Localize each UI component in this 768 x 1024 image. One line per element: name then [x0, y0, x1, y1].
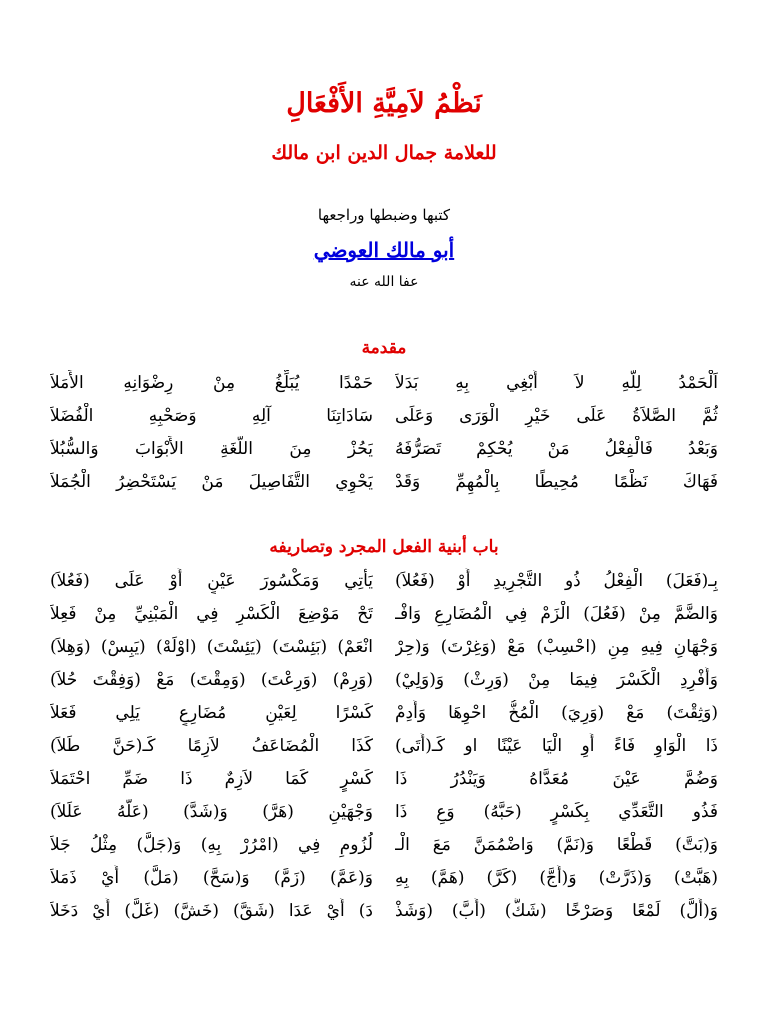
verse-row	[50, 700, 718, 726]
author-prayer: عفا الله عنه	[349, 274, 419, 290]
verse-first-hemistich: وَضُمَّ عَيْنَ مُعَدَّاهُ وَيَنْدُرُ ذَا	[395, 769, 718, 789]
verse-row	[50, 865, 718, 891]
intro-heading: مقدمة	[361, 338, 407, 358]
verse-second-hemistich: كَسْرًا لِعَيْنِ مُضَارِعٍ يَلِي فَعَلاَ	[50, 703, 373, 723]
author-link[interactable]: أبو مالك العوضي	[313, 238, 455, 262]
author-name	[0, 238, 768, 262]
verse-second-hemistich: يَحْوِي التَّفَاصِيلَ مَنْ يَسْتَحْضِرُ الْجُمَلاَ	[50, 472, 373, 492]
verse-second-hemistich: حَمْدًا يُبَلِّغُ مِنْ رِضْوَانِهِ الأَمَلاَ	[50, 373, 373, 393]
verse-row	[50, 568, 718, 594]
verse-row	[50, 469, 718, 495]
verse-second-hemistich: يَأْتِي وَمَكْسُورَ عَيْنٍ أَوْ عَلَى (فَعُلاَ)	[50, 571, 373, 591]
verse-second-hemistich: وَجْهَيْنِ (هَرَّ) وَ(شَدَّ) (عَلَّهُ عَلَلاَ)	[50, 802, 373, 822]
verse-row	[50, 667, 718, 693]
verse-first-hemistich: وَ(بَتَّ) قَطْعًا وَ(نَمَّ) وَاضْمُمَنَّ مَعَ الْـ	[395, 835, 718, 855]
verse-first-hemistich: وَالضَّمَّ مِنْ (فَعُلَ) الْزَمْ فِي الْمُضَارِعِ وَافْـ	[395, 604, 718, 624]
verse-second-hemistich: تَحْ مَوْضِعَ الْكَسْرِ فِي الْمَبْنِيِّ مِنْ فَعِلاَ	[50, 604, 373, 624]
verse-second-hemistich: سَادَاتِنَا آلِهِ وَصَحْبِهِ الْفُضَلاَ	[50, 406, 373, 426]
verse-second-hemistich: دَ) أَيْ عَدَا (شَقَّ) (خَشَّ) (غَلَّ) أَيْ دَخَلاَ	[50, 901, 373, 921]
verse-row	[50, 733, 718, 759]
verse-first-hemistich: وَ(أَلَّ) لَمْعًا وَصَرْخًا (شَكَّ) (أَبَّ) (وَشَذْ	[395, 901, 718, 921]
verse-second-hemistich: (وَرِمْ) (وَرِعْتَ) (وَمِقْتَ) مَعْ (وَفِقْتَ حُلاَ)	[50, 670, 373, 690]
verse-first-hemistich: وَجْهَانِ فِيهِ مِنِ (احْسِبْ) مَعْ (وَغِرْتَ) وَ(حِرْ	[395, 637, 718, 657]
verse-first-hemistich: وَأَفْرِدِ الْكَسْرَ فِيمَا مِنْ (وَرِثْ) وَ(وَلِيْ)	[395, 670, 718, 690]
verse-row	[50, 601, 718, 627]
verse-first-hemistich: بِـ(فَعَلَ) الْفِعْلُ ذُو التَّجْرِيدِ أَوْ (فَعُلاَ)	[395, 571, 718, 591]
verse-row	[50, 370, 718, 396]
verse-first-hemistich: ذَا الْوَاوِ فَاءً أَوِ الْيَا عَيْنًا او كَـ(أَتَى)	[395, 736, 718, 756]
chapter-heading: باب أبنية الفعل المجرد وتصاريفه	[269, 537, 499, 557]
verse-second-hemistich: لُزُومِ فِي (امْرُرْ بِهِ) وَ(جَلَّ) مِثْلُ جَلاَ	[50, 835, 373, 855]
verse-second-hemistich: يَحُزْ مِنَ اللُّغَةِ الأَبْوَابَ وَالسُّبُلاَ	[50, 439, 373, 459]
verse-first-hemistich: ثُمَّ الصَّلاَةُ عَلَى خَيْرِ الْوَرَى وَعَلَى	[395, 406, 718, 426]
verse-first-hemistich: فَذُو التَّعَدِّي بِكَسْرٍ (حَبَّهُ) وَعِ ذَا	[395, 802, 718, 822]
verse-second-hemistich: وَ(عَمَّ) (زَمَّ) وَ(سَحَّ) (مَلَّ) أَيْ ذَمَلاَ	[50, 868, 373, 888]
verse-first-hemistich: اَلْحَمْدُ لِلَّهِ لاَ أَبْغِي بِهِ بَدَلاَ	[395, 373, 718, 393]
verse-second-hemistich: كَذَا الْمُضَاعَفُ لاَزِمًا كَـ(حَنَّ طَلاَ)	[50, 736, 373, 756]
verse-row	[50, 799, 718, 825]
verse-row	[50, 898, 718, 924]
verse-first-hemistich: فَهَاكَ نَظْمًا مُحِيطًا بِالْمُهِمِّ وَقَدْ	[395, 472, 718, 492]
verse-row	[50, 436, 718, 462]
poem-subtitle: للعلامة جمال الدين ابن مالك	[271, 142, 497, 164]
verse-second-hemistich: انْعَمْ) (بَئِسْتَ) (يَئِسْتَ) (اوْلَهْ) (يَبِسْ) (وَهِلاَ)	[50, 637, 373, 657]
verse-first-hemistich: وَبَعْدُ فَالْفِعْلُ مَنْ يُحْكِمْ تَصَرُّفَهُ	[395, 439, 718, 459]
verse-second-hemistich: كَسْرٍ كَمَا لاَزِمٌ ذَا ضَمِّ احْتَمَلاَ	[50, 769, 373, 789]
verse-row	[50, 403, 718, 429]
verse-row	[50, 766, 718, 792]
verse-row	[50, 832, 718, 858]
verse-first-hemistich: (وَثِقْتَ) مَعْ (وَرِيَ) الْمُخُّ احْوِهَا وَأَدِمْ	[395, 703, 718, 723]
verse-first-hemistich: (هَبَّتْ) وَ(ذَرَّتْ) وَ(أَجَّ) (كَرَّ) (هَمَّ) بِهِ	[395, 868, 718, 888]
credit-line: كتبها وضبطها وراجعها	[317, 206, 451, 224]
poem-title: نَظْمُ لاَمِيَّةِ الأَفْعَالِ	[286, 88, 482, 119]
verse-row	[50, 634, 718, 660]
